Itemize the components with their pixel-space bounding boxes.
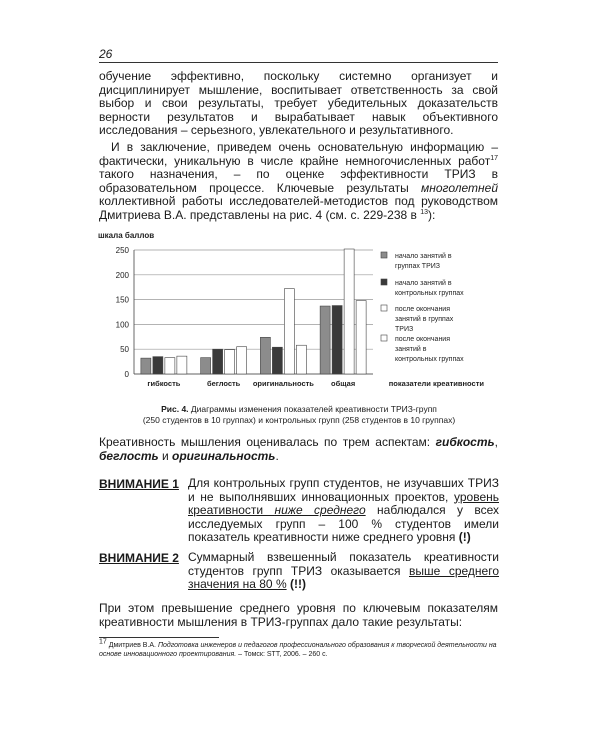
aspect-flexibility: гибкость [435,435,495,449]
bar [153,357,163,374]
y-axis-label: шкала баллов [98,231,155,240]
paragraph-text: и [158,448,172,463]
bar [225,350,235,374]
legend-label: занятий в группах [395,316,454,323]
creativity-bar-chart [98,229,498,397]
x-tick-label: беглость [206,379,241,388]
y-tick-label: 150 [115,295,129,305]
legend-label: после окончания [395,336,451,343]
y-tick-label: 100 [115,320,129,330]
exclamation-mark: (!!) [289,577,306,591]
attention-text-1 [188,477,499,545]
x-tick-label: оригинальность [252,379,314,388]
underlined-italic-text: ниже среднего [274,503,366,517]
attention-label-2: ВНИМАНИЕ 2 [99,551,179,565]
legend-swatch [381,279,387,285]
bar [344,249,354,374]
legend-label: контрольных группах [395,290,464,297]
x-axis-label: показатели креативности [388,379,484,388]
attention-text-2 [188,551,499,592]
legend-label: начало занятий в [395,280,452,287]
x-tick-label: общая [331,379,356,388]
paragraph-text: Креативность мышления оценивалась по трем аспектам: [99,435,436,449]
attention-text: Для контрольных групп студентов, не изучавших ТРИЗ и не выполнявших инновационных проектов, [188,476,499,504]
y-tick-label: 250 [115,246,129,255]
bar [141,358,151,374]
paragraph-intro: обучение эффективно, поскольку системно организует и дисциплинирует мышление, воспитывает ответственность за свой выбор и свои результаты, требует убедительных доказательств верности результатов и вырабатывает навык объективного исследования – серьезного, увлекательного и результативного. [99,69,498,137]
paragraph-conclusion [99,141,498,222]
bar [201,358,211,374]
paragraph-text: ): [428,207,436,222]
y-tick-label: 200 [115,270,129,280]
bar [260,337,270,374]
exclamation-mark: (!) [458,530,471,544]
figure-caption [99,404,499,426]
bar [356,301,366,374]
page-number: 26 [99,47,113,61]
legend-label: занятий в [395,346,427,353]
x-tick-label: гибкость [147,379,181,388]
chart-svg [98,229,498,397]
bar [272,347,282,374]
paragraph-text: И в заключение, приведем очень основательную информацию – фактически, уникальную в числе крайне немногочисленных работ [99,140,498,168]
bar [296,345,306,374]
paragraph-text: такого назначения, – по оценке эффективности ТРИЗ в образовательном процессе. Ключевые результаты [99,167,498,195]
footnote-number: 17 [99,638,107,646]
y-tick-label: 0 [124,370,129,379]
attention-text: наблюдался у всех исследуемых групп – 100 % студентов имели показатель креативности ниже среднего уровня [188,503,499,544]
bar [237,347,247,374]
bar [213,349,223,374]
footnote-source: – Томск: STT, 2006. – 260 с. [236,651,328,658]
paragraph-text: коллективной работы исследователей-методистов под руководством Дмитриева В.А. представлены на рис. 4 (см. с. 229-238 в [99,194,498,222]
caption-label: Рис. 4. [161,404,189,414]
footnote-title: Подготовка инженеров и педагогов профессионального образования к творческой деятельности на основе инновационного проектирования. [99,642,497,658]
bar [284,289,294,374]
aspect-fluency: беглость [99,448,159,463]
header-rule [99,62,498,63]
legend-swatch [381,305,387,311]
underlined-text: выше среднего значения на 80 % [188,563,499,591]
paragraph-text: . [275,448,279,463]
legend-label: после окончания [395,306,451,313]
footnote-ref-17[interactable]: 17 [490,154,498,162]
legend-label: контрольных группах [395,356,464,363]
footnote-17 [99,638,499,659]
aspect-originality: оригинальность [172,448,276,463]
paragraph-results: При этом превышение среднего уровня по ключевым показателям креативности мышления в ТРИЗ-группах дало такие результаты: [99,601,498,629]
bar [320,306,330,374]
footnote-author: Дмитриев В.А. [106,642,158,649]
bar [332,306,342,374]
attention-label-1: ВНИМАНИЕ 1 [99,477,179,491]
underlined-text: уровень креативности [188,489,499,517]
footnote-rule [99,637,219,638]
legend-label: группах ТРИЗ [395,263,440,270]
caption-line2: (250 студентов в 10 группах) и контрольных групп (258 студентов в 10 группах) [142,415,456,425]
attention-text: Суммарный взвешенный показатель креативности студентов групп ТРИЗ оказывается [188,550,499,578]
bar [165,358,175,374]
caption-line1: Диаграммы изменения показателей креативности ТРИЗ-групп [188,404,437,414]
legend-label: ТРИЗ [395,326,414,333]
legend-swatch [381,335,387,341]
paragraph-aspects [99,436,498,463]
legend-label: начало занятий в [395,253,452,260]
paragraph-text: , [494,435,498,449]
bar [177,356,187,374]
emphasis-text: многолетней [421,180,498,195]
legend-swatch [381,252,387,258]
y-tick-label: 50 [120,345,129,355]
footnote-ref-13[interactable]: 13 [420,208,429,216]
